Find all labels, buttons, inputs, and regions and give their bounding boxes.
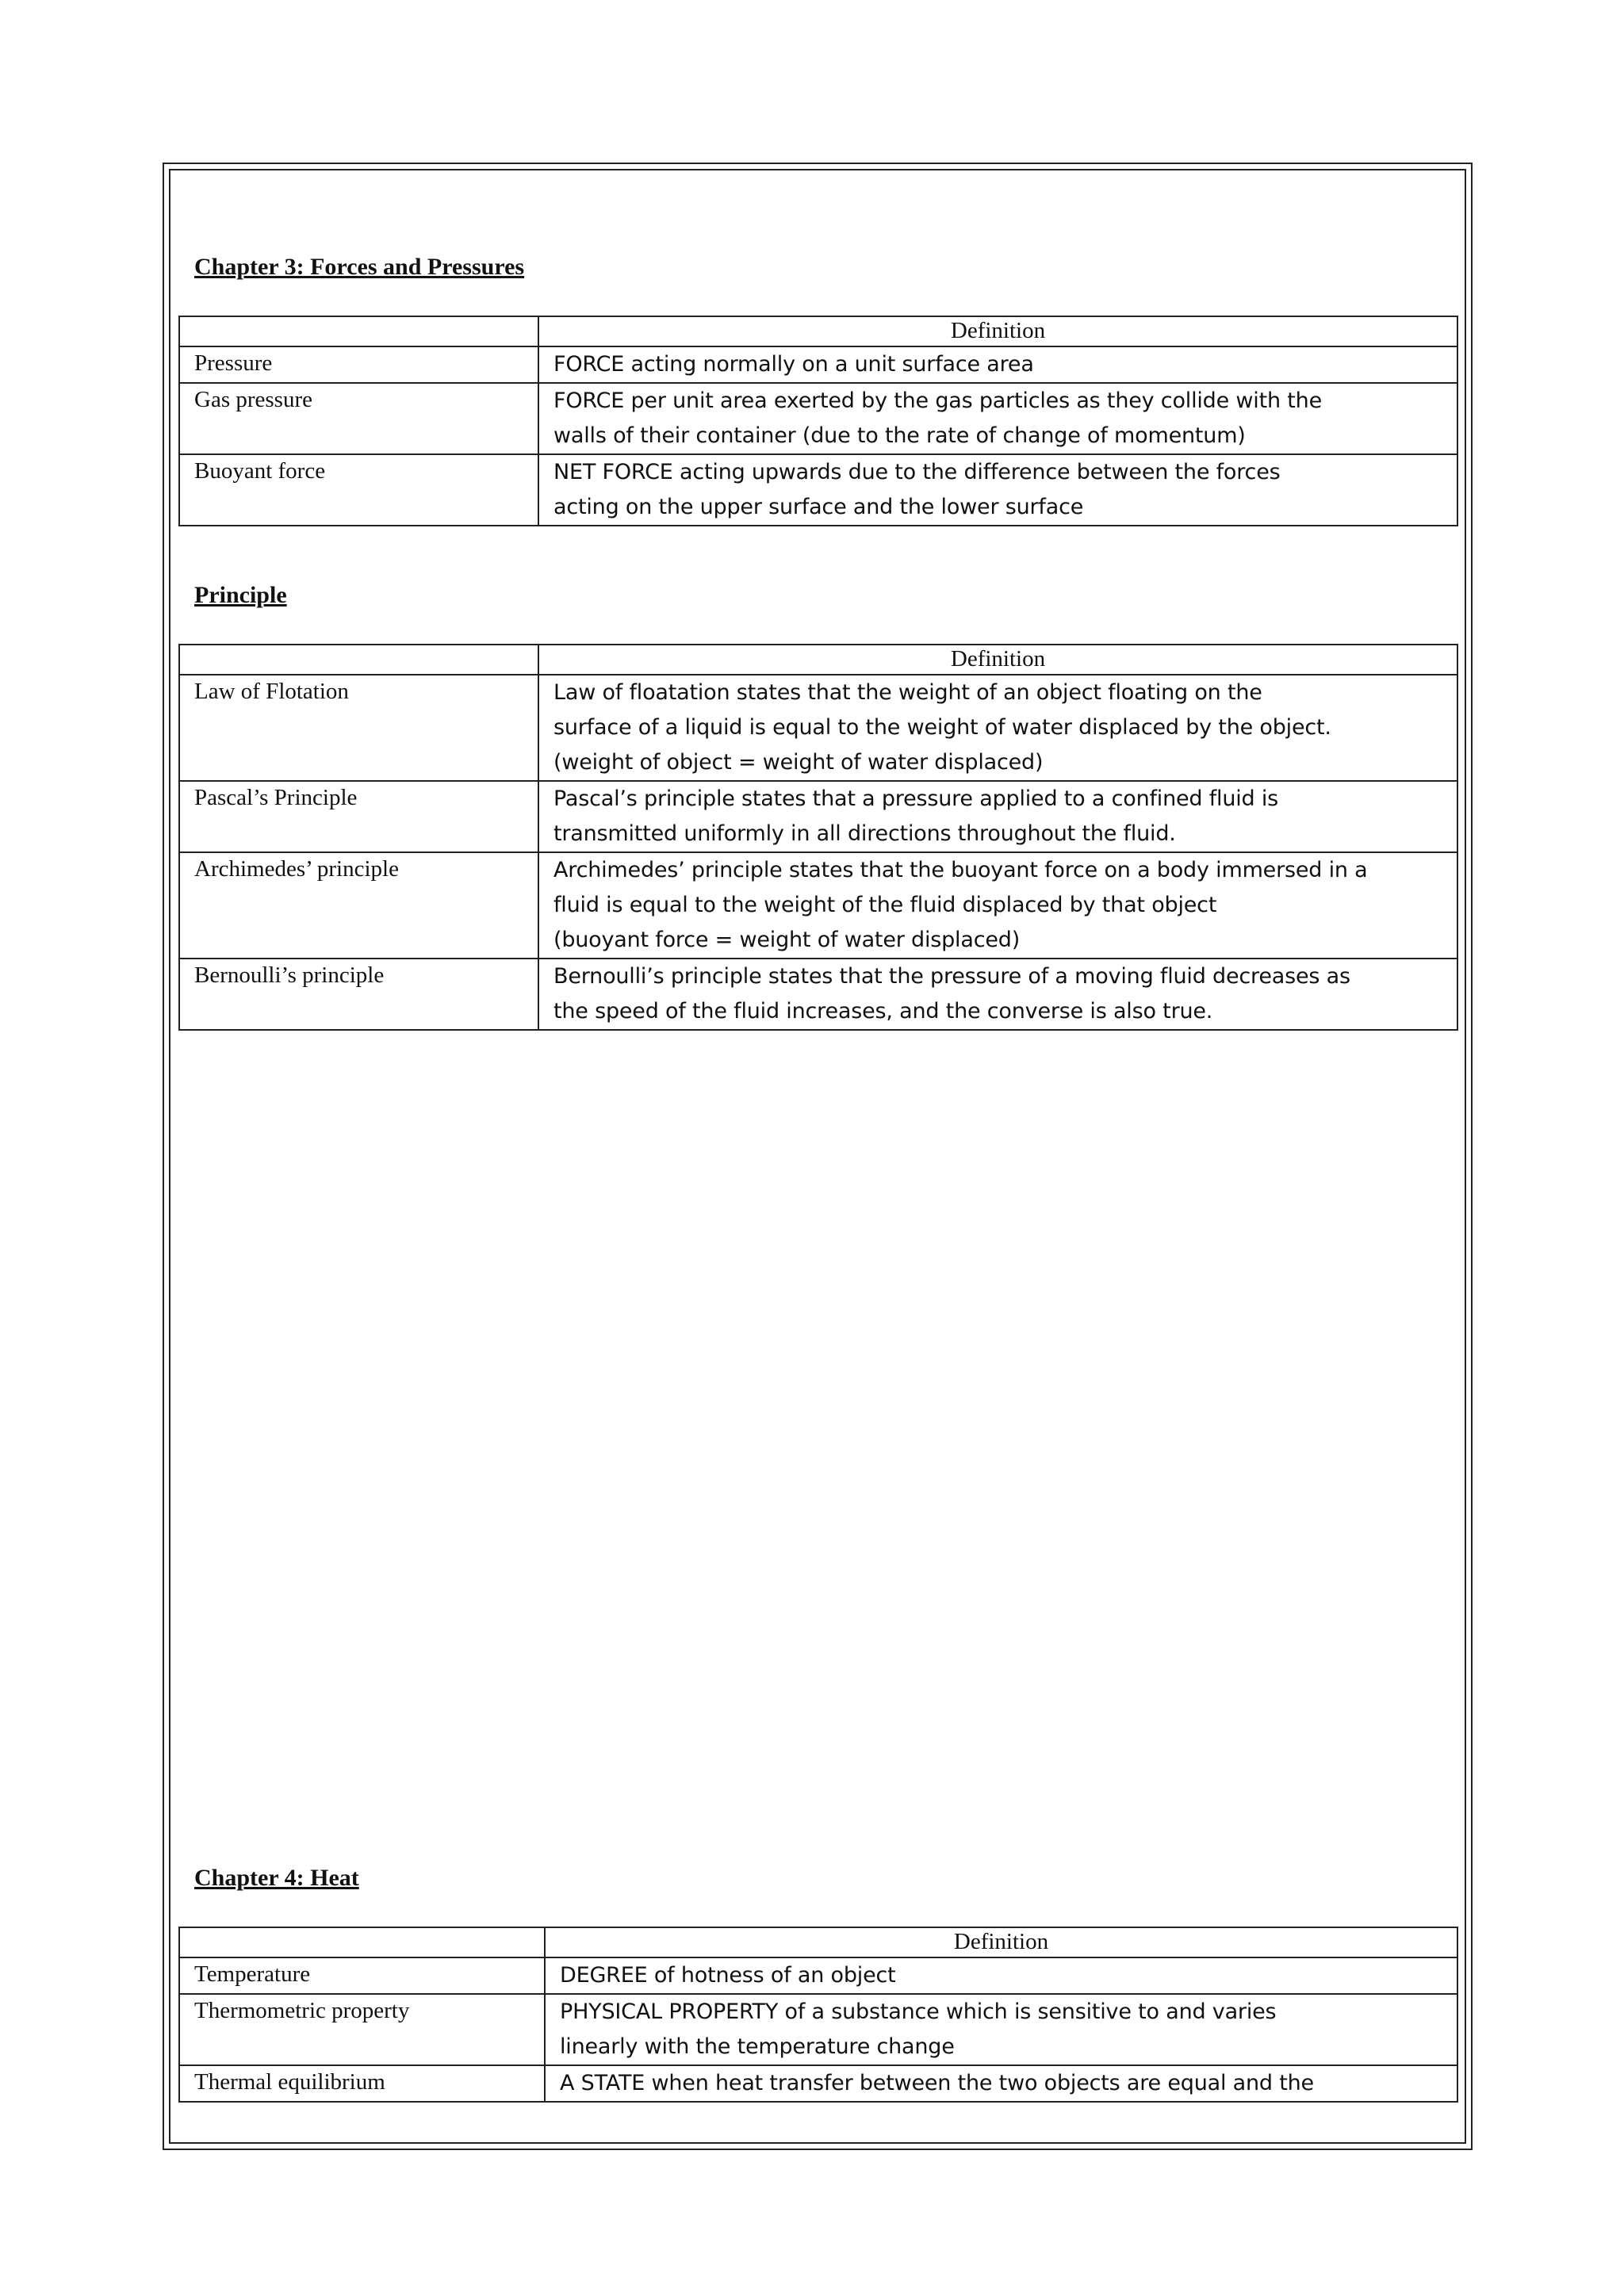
table-row (179, 1957, 1457, 1994)
chapter4-heading: Chapter 4: Heat (194, 1865, 359, 1891)
term-cell: Law of Flotation (179, 675, 538, 781)
definition-cell (538, 383, 1457, 454)
definition-header: Definition (538, 645, 1457, 675)
principle-definitions-table (178, 644, 1458, 1031)
table-row (179, 1994, 1457, 2065)
definition-cell (538, 454, 1457, 526)
definition-header: Definition (538, 316, 1457, 346)
chapter3-heading: Chapter 3: Forces and Pressures (194, 254, 525, 280)
definition-cell (538, 346, 1457, 383)
header-empty-cell (179, 316, 538, 346)
definition-line: NET FORCE acting upwards due to the difference between the forces (553, 460, 1281, 484)
definition-line: Pascal’s principle states that a pressure applied to a confined fluid is (553, 786, 1279, 811)
table-row (179, 959, 1457, 1030)
header-empty-cell (179, 1927, 545, 1957)
term-cell: Thermometric property (179, 1994, 545, 2065)
term-cell: Buoyant force (179, 454, 538, 526)
term-cell: Thermal equilibrium (179, 2065, 545, 2102)
term-cell: Bernoulli’s principle (179, 959, 538, 1030)
definition-line: FORCE acting normally on a unit surface area (553, 352, 1034, 377)
term-cell: Archimedes’ principle (179, 852, 538, 959)
definition-line: Bernoulli’s principle states that the pressure of a moving fluid decreases as (553, 964, 1350, 989)
definition-cell (538, 959, 1457, 1030)
table-header-row (179, 645, 1457, 675)
definition-line: Archimedes’ principle states that the buoyant force on a body immersed in a (553, 858, 1368, 882)
definition-header: Definition (545, 1927, 1457, 1957)
chapter3-definitions-table (178, 316, 1458, 526)
definition-cell (538, 675, 1457, 781)
definition-cell (538, 852, 1457, 959)
definition-line: linearly with the temperature change (560, 2034, 955, 2059)
table-row (179, 383, 1457, 454)
definition-cell (545, 1957, 1457, 1994)
chapter4-definitions-table (178, 1927, 1458, 2103)
definition-line: transmitted uniformly in all directions throughout the fluid. (553, 821, 1176, 846)
term-cell: Temperature (179, 1957, 545, 1994)
definition-line: acting on the upper surface and the lower surface (553, 495, 1084, 519)
term-cell: Pascal’s Principle (179, 781, 538, 852)
table-row (179, 346, 1457, 383)
definition-line: A STATE when heat transfer between the two objects are equal and the (560, 2071, 1314, 2095)
definition-line: walls of their container (due to the rate of change of momentum) (553, 423, 1246, 448)
table-header-row (179, 316, 1457, 346)
definition-line: surface of a liquid is equal to the weight of water displaced by the object. (553, 715, 1331, 740)
term-cell: Gas pressure (179, 383, 538, 454)
definition-line: (weight of object = weight of water displaced) (553, 750, 1044, 775)
definition-line: fluid is equal to the weight of the fluid displaced by that object (553, 893, 1217, 917)
definition-line: FORCE per unit area exerted by the gas particles as they collide with the (553, 388, 1322, 413)
principle-heading: Principle (194, 582, 287, 608)
table-row (179, 454, 1457, 526)
definition-cell (545, 2065, 1457, 2102)
definition-line: the speed of the fluid increases, and the converse is also true. (553, 999, 1213, 1024)
definition-line: (buoyant force = weight of water displaced) (553, 928, 1021, 952)
definition-line: DEGREE of hotness of an object (560, 1963, 896, 1988)
definition-cell (545, 1994, 1457, 2065)
table-row (179, 781, 1457, 852)
table-row (179, 2065, 1457, 2102)
header-empty-cell (179, 645, 538, 675)
definition-line: PHYSICAL PROPERTY of a substance which is sensitive to and varies (560, 1999, 1277, 2024)
table-row (179, 852, 1457, 959)
table-row (179, 675, 1457, 781)
table-header-row (179, 1927, 1457, 1957)
definition-cell (538, 781, 1457, 852)
term-cell: Pressure (179, 346, 538, 383)
definition-line: Law of floatation states that the weight of an object floating on the (553, 680, 1262, 705)
